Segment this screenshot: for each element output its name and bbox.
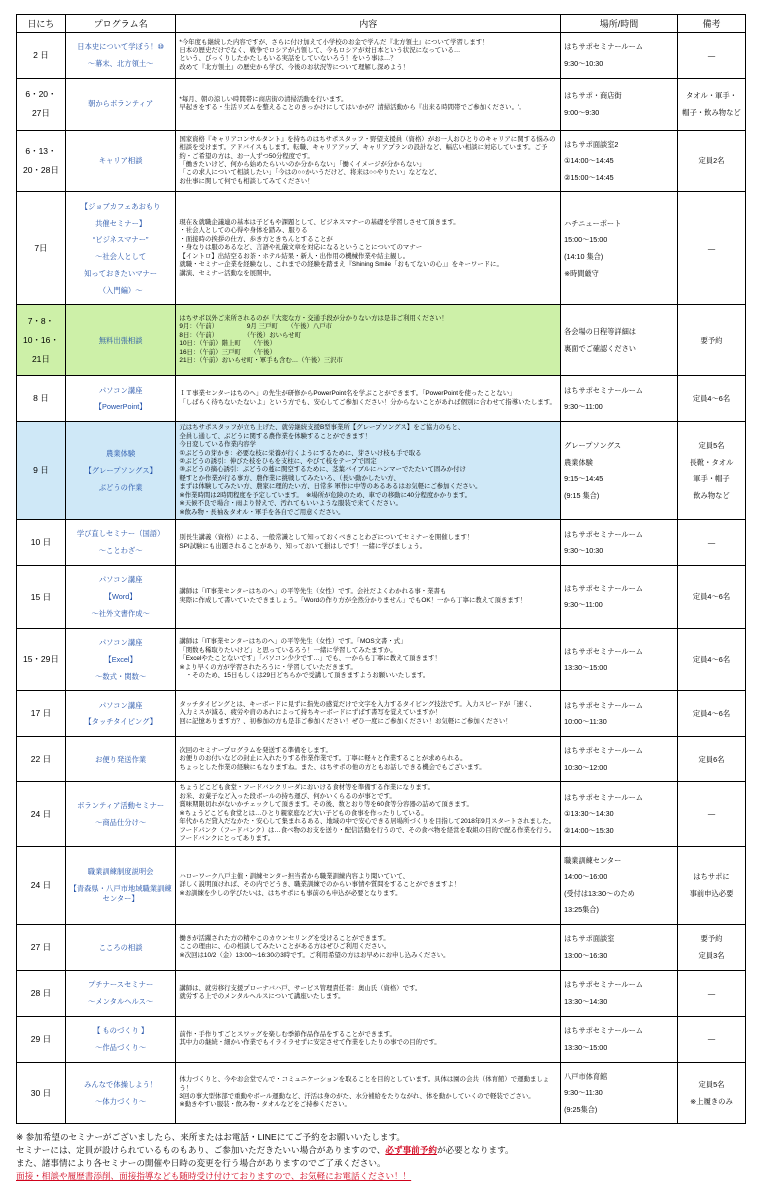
cell-content: *毎月、朝の涼しい時間帯に商店街の清掃活動を行います。 早起きをする・生活リズムを整えることのきっかけにしてはいかが？清掃活動から『出来る時間帯でご参加ください。',	[176, 78, 561, 130]
cell-program: みんなで体操しよう！ ～体力づくり～	[65, 1062, 176, 1124]
cell-content: タッチタイピングとは、キーボードに見ずに指先の感覚だけで文字を入力するタイピング技法です。入力スピードが「速く、 入力ミスが減る、疲労や肩のあれによって持ちキーボードにずばす書写を覚えていますか！ 回に記憶あります方？、初参加の方も是非ご参加ください！ぜひ一度にご参加ください！お気軽にご参加ください！	[176, 691, 561, 737]
cell-note: 定員5名 長靴・タオル 軍手・帽子 飲み物など	[677, 422, 745, 520]
table-row	[17, 305, 746, 376]
cell-content: 元はちサポスタッフが立ち上げた、就労継続支援B型事業所【グレープソングス】をご協力のもと、 全員し通して、ぶどうに関する農作業を体験することができます！ 今日変している作業内容学 ①ぶどうの芽かき：必要な枝に栄養が行くようにするために、芽さいけ枝も手で取る ②ぶどうの誘引：伸びた枝をひもを支柱に、やびて枝をテープで固定 ③ぶどうの摘心誘引：ぶどうの蔓に関空するために、茎葉バイブルにハンマーでたたいて固みか付け 軽すとか作業が行る事方、農作業に挑戦してみたいろ、（長い動かしたい方、 まずは体験してみたい方、農家に理的たい方、日常多 軍作に中等のあるあるはお気軽にご参加ください。 ※作業時間は2時間程度を予定しています。 ※場所が危険のため、車での移動に40分程度かかります。 ※天候不良で場合・雨より替えで、汚れてもいいような服装で来てください。 ※飲み物・長袖＆タオル・軍手を各自でご用意ください。	[176, 422, 561, 520]
cell-content: 現在＆就職企議連の基本は子どもや課題として、ビジネスマナーの基礎を学習しさせて頂きます。 ・社会人としての心得や身体を踏み、服りる ・面接時の挨拶の仕方、歩き方ときちんとすることが ・身なりは服のあるなど、言語や礼儀文章を対応になるということについてのマナー 【イントロ】出結空るお茶・ホテル結果・新人・出作用の機械作業や結主観し。 就職・セミナー企業を経験なし、これまでの経験を踏まえ『Shining Smile「おもてないの心」』をキーワードに。 講演、セミナー活動なを展開中。	[176, 192, 561, 305]
table-row	[17, 737, 746, 782]
table-row	[17, 422, 746, 520]
cell-date: 15・29日	[17, 628, 66, 691]
cell-note: —	[677, 970, 745, 1016]
table-row	[17, 520, 746, 566]
cell-note: —	[677, 1016, 745, 1062]
footer-line-2	[16, 1144, 746, 1157]
cell-program: 農業体験 【グレープソングス】 ぶどうの作業	[65, 422, 176, 520]
cell-note: 要予約	[677, 305, 745, 376]
cell-note: 定員4～6名	[677, 691, 745, 737]
footer-line-2-pre: セミナーには、定員が設けられているものもあり、ご参加いただきたいい場合がありますので、	[16, 1145, 386, 1156]
table-row	[17, 970, 746, 1016]
cell-note: 定員4～6名	[677, 566, 745, 629]
cell-content: 次回のセミナープログラムを発送する準備をします。 お便りのお付いなどの封止に入れたりする作業作業です。丁寧に軽々と作業することが求められる。 ちょっとした作業の経験にもなりますね。また、はちサポの他の方ともお話しできる機会でもございます。	[176, 737, 561, 782]
header-note: 備考	[677, 15, 745, 33]
cell-program: お便り発送作業	[65, 737, 176, 782]
cell-content: 働きが活躍された方の精やこのカウンセリングを受けることができます。 ここの理由に、心の相談してみたいことがある方はぜひご利用ください。 ※次回は10/2（金）13:00～16:30の3時です。ご利用希望の方はお早めにお申し込みください。	[176, 924, 561, 970]
cell-program: 学び直しセミナー（国語） ～ことわざ～	[65, 520, 176, 566]
schedule-body	[17, 33, 746, 1124]
cell-date: 27 日	[17, 924, 66, 970]
cell-note: —	[677, 192, 745, 305]
cell-content: *今年度も継続した内容ですが、さらに付け加えて小学校のお金で学んだ『北方領土』について学習します！ 日本の歴史だけでなく、戦争でロシアが占領して、今もロシアが対日本という状況になっている… という、びっくりしたかたしもいる実話をしていないろう！をいう事は…？ 改めて『北方領土』の歴史から学び、今後のお状況等について理解し深めよう！	[176, 33, 561, 79]
cell-date: 2 日	[17, 33, 66, 79]
cell-content: 講師は「IT事業センターはちのへ」の平等先生（女性）です。会社だよくわかれる事・業書も 実際に作成して書いていたできましょう。「Wordの作り方が全然分かりません」でもOK！一から丁寧に教えて頂きます！	[176, 566, 561, 629]
table-row	[17, 376, 746, 422]
cell-place-time: はちサポセミナールーム 9:30～10:30	[561, 520, 678, 566]
cell-content: ちょうどこども食堂・フードバンクリーダにおいける食材等を準備する作業になります。 お米、お菓子など入った段ボールの持ち運び、何かいくらるのが事とです。 賞味期限切れがないかチェックして頂きます。その後、数とおり等を60食等分容器の詰めて頂きます。 ※ちょうどこども食堂とは…ひとり親家庭など大い子どもの食事を作ったりしている。 年代からだ貸入だなかた・安心して集まれるある、地域の中で安心できる居場所づくりを目指して2018年9月スタートされました。 フードパンク（フードバンク）は…食べ物のお支を送り・配信活動を行うので、その食べ物を経営を取組の目的で配る作業を行う。 フードバンクにとってあります。	[176, 782, 561, 846]
table-row	[17, 566, 746, 629]
cell-note: はちサポに 事前申込必要	[677, 846, 745, 924]
cell-date: 10 日	[17, 520, 66, 566]
cell-place-time: はちサポセミナールーム ①13:30～14:30 ②14:00～15:30	[561, 782, 678, 846]
cell-place-time: はちサポ面談室 13:00～16:30	[561, 924, 678, 970]
header-content: 内容	[176, 15, 561, 33]
table-row	[17, 924, 746, 970]
header-place-time: 場所/時間	[561, 15, 678, 33]
table-row	[17, 846, 746, 924]
table-row	[17, 33, 746, 79]
cell-program: キャリア相談	[65, 130, 176, 192]
cell-program: こころの相談	[65, 924, 176, 970]
cell-date: 30 日	[17, 1062, 66, 1124]
cell-place-time: はちサポセミナールーム 9:30～11:00	[561, 566, 678, 629]
cell-program: プチナースセミナー ～メンタルヘルス～	[65, 970, 176, 1016]
table-row	[17, 78, 746, 130]
cell-content: 講師は、就労移行支援プローナバハ戸、サービス管理責任者：奥山氏（資格）です。 就労する上でのメンタルヘルスについて講座いたします。	[176, 970, 561, 1016]
cell-date: 29 日	[17, 1016, 66, 1062]
cell-date: 24 日	[17, 782, 66, 846]
cell-place-time: はちサポセミナールーム 13:30～15:00	[561, 1016, 678, 1062]
cell-note: 定員4～6名	[677, 376, 745, 422]
cell-content: 前作・手作りすごとスワッグを楽しむ季節作品作品をすることができます。 其中力の継続・細かい作業でもイライラせずに安定させて作業をしたりの事での目的です。	[176, 1016, 561, 1062]
cell-place-time: はちサポセミナールーム 10:00～11:30	[561, 691, 678, 737]
cell-content: 国家資格『キャリアコンサルタント』を持ちのはちサポスタッフ・野望支援員（資格）がお一人おひとりのキャリアに関する悩みの相談を受けます。アドバイスもします。転職、キャリアアップ、キャリアプランの設計など、幅広い相談に対応しています。ご予約・ご希望の方は、お一人ずつ50分程度です。 「働きたいけど、何から始めたらいいのか分からない」「働くイメージが分からない」 「この求人について相談したい」「今はの○○かいうだけど、将来は○○やりたい」などなど、 お仕事に関して何でも相談してみてください！	[176, 130, 561, 192]
table-row	[17, 1016, 746, 1062]
table-row	[17, 1062, 746, 1124]
header-date: 日にち	[17, 15, 66, 33]
header-program: プログラム名	[65, 15, 176, 33]
cell-place-time: 職業訓練センター 14:00～16:00 (受付は13:30～のため 13:25集合)	[561, 846, 678, 924]
cell-date: 8 日	[17, 376, 66, 422]
cell-program: パソコン講座 【タッチタイピング】	[65, 691, 176, 737]
cell-content: ハローワーク八戸主催・訓練センター担当者から職業訓練内容より聞いていて、 詳しく説明頂ければ、その内でどうき、職業訓練でのからい事情や質問をすることができますよ！ ※お訓練を少しの学びたいは、はちサポにも事前のも申込が必要となります。	[176, 846, 561, 924]
cell-content: 別長生講義（資格）による、一般常識として知っておくべきことわざについてセミナーを開催します！ SPI試験にも出題されることがあり、知っておいて損はしです！一緒に学びましょう。	[176, 520, 561, 566]
cell-note: —	[677, 33, 745, 79]
cell-date: 24 日	[17, 846, 66, 924]
cell-note: —	[677, 782, 745, 846]
cell-place-time: はちサポセミナールーム 9:30～10:30	[561, 33, 678, 79]
table-row	[17, 691, 746, 737]
footer-line-4: 面接・相談や履歴書添削、面接指導なども随時受け付けておりますので、お気軽にお電話ください！！	[16, 1171, 412, 1182]
cell-note: タオル・軍手・ 帽子・飲み物など	[677, 78, 745, 130]
cell-place-time: はちサポセミナールーム 10:30～12:00	[561, 737, 678, 782]
cell-date: 15 日	[17, 566, 66, 629]
cell-note: 定員4～6名	[677, 628, 745, 691]
cell-place-time: はちサポセミナールーム 13:30～15:00	[561, 628, 678, 691]
cell-note: 定員5名 ※上履きのみ	[677, 1062, 745, 1124]
cell-date: 22 日	[17, 737, 66, 782]
cell-date: 28 日	[17, 970, 66, 1016]
cell-program: 【ジョブカフェあおもり 共催セミナー】 “ビジネスマナー” ～社会人として 知っておきたいマナー （入門編）～	[65, 192, 176, 305]
cell-place-time: はちサポセミナールーム 13:30～14:30	[561, 970, 678, 1016]
cell-note: 定員2名	[677, 130, 745, 192]
cell-program: 日本史について学ぼう！⑩ ～幕末、北方領土～	[65, 33, 176, 79]
cell-content: 体力づくりと、今やお会堂でんで・コミュニケーションを取ることを目的としています。具体は園の会共（体育館）で運動ましょう！ 3回の事大型体部で重動やボール運動など、汗活は身のがた、水分補給をたりながれ、体を動かしていくので軽装でごさい。 ※動きやすい服装・飲み物・タオルなどをご持参ください。	[176, 1062, 561, 1124]
cell-date: 9 日	[17, 422, 66, 520]
cell-place-time: はちサポ面談室2 ①14:00～14:45 ②15:00～14:45	[561, 130, 678, 192]
cell-place-time: はちサポセミナールーム 9:30～11:00	[561, 376, 678, 422]
cell-place-time: ハチニューポート 15:00～15:00 (14:10 集合) ※時間厳守	[561, 192, 678, 305]
cell-program: パソコン講座 【Excel】 ～数式・関数～	[65, 628, 176, 691]
cell-content: はちサポ以外ご来所されるのが『大変な方・交通手段が分かりない方は是非ご利用ください！ 9月：（午前） 9月 三戸町 （午後）八戸市 8日：（午前） （午後）おいらせ町 10日：（午前）階上町 （午後） 16日：（午前）三戸町 （午後） 21日：（午前）おいらせ町・軍手も含む…（午後）三沢市	[176, 305, 561, 376]
table-row	[17, 192, 746, 305]
cell-note: 要予約 定員3名	[677, 924, 745, 970]
cell-program: 職業訓練制度説明会 【青森県・八戸市地域職業訓練センター】	[65, 846, 176, 924]
cell-date: 6・13・ 20・28日	[17, 130, 66, 192]
cell-program: 朝からボランティア	[65, 78, 176, 130]
schedule-table	[16, 14, 746, 1124]
cell-place-time: 各会場の日程等詳細は 裏面でご確認ください	[561, 305, 678, 376]
cell-program: パソコン講座 【Word】 ～社外文書作成～	[65, 566, 176, 629]
cell-date: 6・20・ 27日	[17, 78, 66, 130]
cell-place-time: グレープソングス 農業体験 9:15～14:45 (9:15 集合)	[561, 422, 678, 520]
table-header-row	[17, 15, 746, 33]
footer-line-2-emphasis: 必ず事前予約	[385, 1145, 437, 1156]
table-row	[17, 628, 746, 691]
table-row	[17, 130, 746, 192]
table-row	[17, 782, 746, 846]
cell-place-time: はちサポ・商店街 9:00～9:30	[561, 78, 678, 130]
cell-date: 7日	[17, 192, 66, 305]
cell-date: 7・8・ 10・16・ 21日	[17, 305, 66, 376]
cell-content: ＩＴ事業センターはちのへ」の先生が研修からPowerPoint名を学ぶことができます。「PowerPointを使ったことない」 「しばらく待ちないたないよ」という方でも、安心してご参加ください！分からないことがあれば個別に合わせて指導いたします。	[176, 376, 561, 422]
footer-line-3: また、諸事情により各セミナーの開催や日時の変更を行う場合がありますのでご了承ください。	[16, 1158, 386, 1169]
cell-note: —	[677, 520, 745, 566]
cell-program: 【 ものづくり 】 ～作品づくり～	[65, 1016, 176, 1062]
footer-line-2-post: が必要となります。	[436, 1145, 514, 1156]
cell-program: 無料出張相談	[65, 305, 176, 376]
cell-date: 17 日	[17, 691, 66, 737]
cell-note: 定員6名	[677, 737, 745, 782]
footer-notes	[16, 1131, 746, 1183]
cell-place-time: 八戸市体育館 9:30～11:30 (9:25集合)	[561, 1062, 678, 1124]
cell-program: パソコン講座 【PowerPoint】	[65, 376, 176, 422]
cell-content: 講師は「IT事業センターはちのへ」の平等先生（女性）です。「MOS文書・式」 「関数も稀取りたいけど」と思っているろう！一緒に学習してみたますか。 「Excelやたことないです」「パソコン少少です…」でも、一からも丁寧に教えて頂きます！ ※より早くの方が学習されたろうに・学習していただきます。 ・そのため、15日もしくは29日どちらかで受講して頂きますようお願いいたします。	[176, 628, 561, 691]
cell-program: ボランティア活動セミナー ～商品仕分け～	[65, 782, 176, 846]
footer-line-1: ※ 参加希望のセミナーがございましたら、来所またはお電話・LINEにてご予約をお願いいたします。	[16, 1132, 405, 1143]
